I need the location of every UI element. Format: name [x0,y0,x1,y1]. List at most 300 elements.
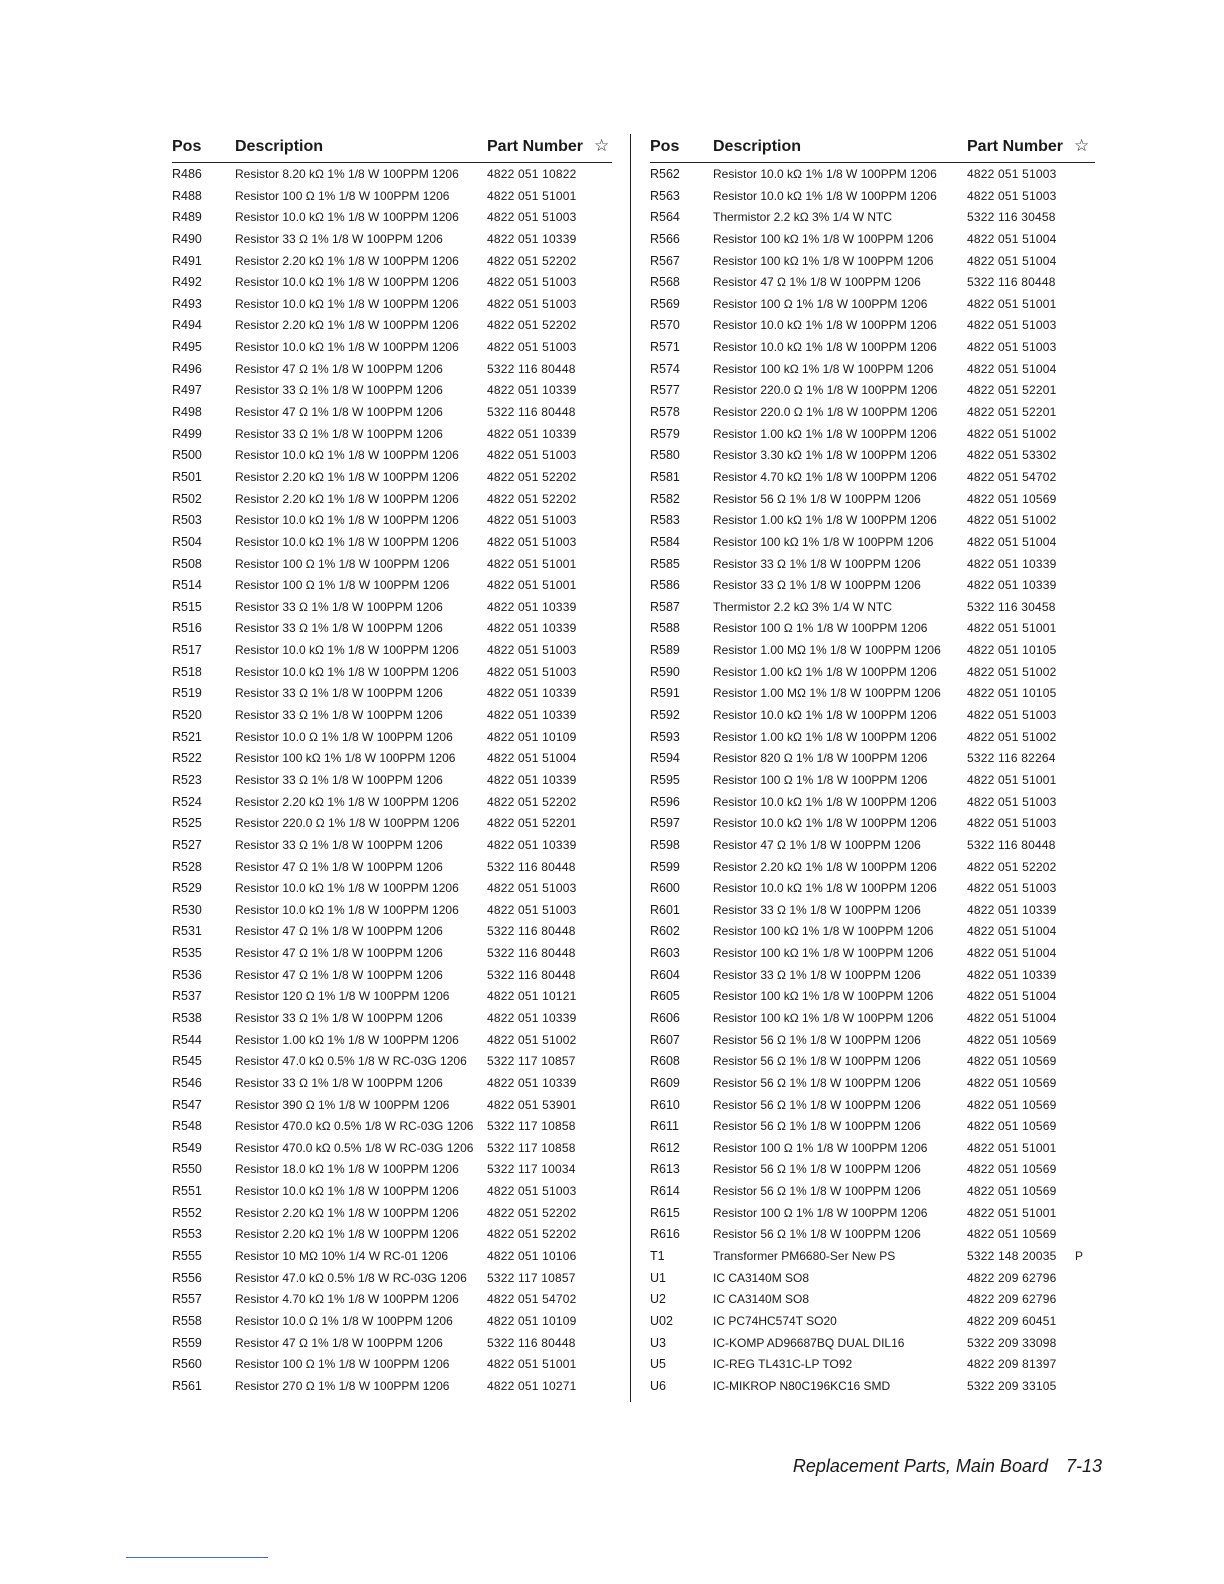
table-row [172,509,612,531]
table-row [172,1029,612,1051]
cell-description: Resistor 10.0 kΩ 1% 1/8 W 100PPM 1206 [235,513,459,528]
cell-part-number: 4822 051 51001 [967,621,1057,636]
table-row [650,856,1095,878]
table-row [172,834,612,856]
table-row [650,920,1095,942]
cell-description: Resistor 56 Ω 1% 1/8 W 100PPM 1206 [713,1119,921,1134]
cell-description: Resistor 10.0 kΩ 1% 1/8 W 100PPM 1206 [713,167,937,181]
cell-part-number: 4822 051 52202 [487,469,577,484]
cell-description: IC-KOMP AD96687BQ DUAL DIL16 [713,1335,905,1350]
table-row [172,1332,612,1354]
cell-description: Resistor 33 Ω 1% 1/8 W 100PPM 1206 [235,1075,443,1090]
table-row [650,1007,1095,1029]
cell-description: Resistor 100 Ω 1% 1/8 W 100PPM 1206 [235,578,450,593]
cell-description: Resistor 100 kΩ 1% 1/8 W 100PPM 1206 [713,534,934,549]
cell-part-number: 4822 051 54702 [487,1292,577,1307]
cell-description: Resistor 18.0 kΩ 1% 1/8 W 100PPM 1206 [235,1162,459,1177]
cell-part-number: 4822 051 51002 [487,1032,577,1047]
table-row [650,509,1095,531]
table-row [650,942,1095,964]
cell-description: Resistor 10.0 kΩ 1% 1/8 W 100PPM 1206 [713,340,937,355]
cell-description: Resistor 10.0 kΩ 1% 1/8 W 100PPM 1206 [235,1184,459,1199]
table-row [650,553,1095,575]
cell-description: Resistor 47 Ω 1% 1/8 W 100PPM 1206 [713,275,921,290]
cell-pos: R517 [172,643,202,658]
cell-part-number: 4822 051 10569 [967,1184,1057,1199]
table-row [650,877,1095,899]
cell-description: Resistor 33 Ω 1% 1/8 W 100PPM 1206 [235,426,443,441]
cell-part-number: 4822 051 10339 [487,837,577,852]
cell-pos: R496 [172,361,202,376]
cell-description: Resistor 2.20 kΩ 1% 1/8 W 100PPM 1206 [235,1205,459,1220]
cell-pos: R611 [650,1119,679,1134]
cell-pos: T1 [650,1249,665,1264]
cell-pos: R592 [650,708,680,723]
table-row [650,747,1095,769]
cell-part-number: 5322 116 80448 [487,361,576,376]
page-footer [793,1456,1102,1477]
cell-part-number: 4822 051 51003 [487,340,577,355]
cell-pos: R588 [650,621,680,636]
table-row [172,423,612,445]
table-row [172,1158,612,1180]
cell-pos: R579 [650,426,680,441]
cell-part-number: 4822 051 10339 [487,621,577,636]
cell-part-number: 4822 051 52202 [487,794,577,809]
cell-pos: R604 [650,967,680,982]
cell-part-number: 4822 051 53302 [967,448,1057,463]
cell-description: Resistor 1.00 kΩ 1% 1/8 W 100PPM 1206 [713,664,937,679]
cell-part-number: 4822 209 62796 [967,1292,1057,1307]
table-row [650,423,1095,445]
cell-pos: R559 [172,1335,202,1350]
table-row [172,401,612,423]
cell-part-number: 4822 051 10569 [967,491,1057,506]
cell-part-number: 5322 117 10034 [487,1162,576,1177]
table-row [650,1202,1095,1224]
cell-part-number: 4822 051 10339 [487,599,577,614]
cell-part-number: 5322 117 10857 [487,1270,576,1285]
cell-part-number: 4822 051 10109 [487,729,577,744]
cell-pos: R495 [172,340,202,355]
table-row [172,1288,612,1310]
cell-part-number: 5322 209 33098 [967,1335,1057,1350]
cell-pos: R558 [172,1313,202,1328]
table-row [650,1267,1095,1289]
table-row [650,163,1095,185]
table-row [650,185,1095,207]
cell-part-number: 4822 051 10339 [967,578,1057,593]
table-row [650,769,1095,791]
cell-description: Resistor 10 MΩ 10% 1/4 W RC-01 1206 [235,1249,449,1264]
cell-part-number: 4822 051 10339 [967,902,1057,917]
table-row [650,899,1095,921]
cell-description: Resistor 10.0 kΩ 1% 1/8 W 100PPM 1206 [235,275,459,290]
cell-description: Resistor 10.0 kΩ 1% 1/8 W 100PPM 1206 [713,708,937,723]
cell-pos: R602 [650,924,680,939]
cell-part-number: 4822 051 10569 [967,1075,1057,1090]
cell-description: Resistor 1.00 kΩ 1% 1/8 W 100PPM 1206 [713,426,937,441]
table-row [650,466,1095,488]
cell-part-number: 4822 051 10339 [487,708,577,723]
cell-pos: R557 [172,1292,202,1307]
table-row [172,1267,612,1289]
table-row [172,553,612,575]
cell-pos: R595 [650,772,680,787]
cell-pos: R578 [650,405,680,420]
table-row [650,336,1095,358]
cell-part-number: 4822 051 10339 [487,686,577,701]
table-row [650,596,1095,618]
cell-description: Resistor 56 Ω 1% 1/8 W 100PPM 1206 [713,1184,921,1199]
cell-flag: P [1075,1249,1084,1264]
cell-pos: R563 [650,188,680,203]
table-row [650,1245,1095,1267]
table-row [650,812,1095,834]
cell-pos: R536 [172,967,202,982]
cell-pos: R593 [650,729,680,744]
cell-part-number: 4822 051 10339 [967,967,1057,982]
cell-part-number: 4822 051 51003 [487,275,577,290]
cell-pos: R549 [172,1140,202,1155]
table-row [172,920,612,942]
cell-pos: R614 [650,1184,680,1199]
table-row [172,531,612,553]
cell-part-number: 4822 051 51004 [967,534,1057,549]
cell-part-number: 4822 051 52202 [487,1227,577,1242]
cell-part-number: 5322 116 80448 [487,924,576,939]
cell-part-number: 5322 117 10858 [487,1119,576,1134]
cell-description: Resistor 33 Ω 1% 1/8 W 100PPM 1206 [235,686,443,701]
cell-description: Resistor 56 Ω 1% 1/8 W 100PPM 1206 [713,1097,921,1112]
cell-description: Resistor 47 Ω 1% 1/8 W 100PPM 1206 [235,946,443,961]
table-row [172,1050,612,1072]
cell-part-number: 4822 051 51004 [967,946,1057,961]
table-row [172,1353,612,1375]
cell-description: Resistor 47 Ω 1% 1/8 W 100PPM 1206 [235,859,443,874]
cell-part-number: 4822 051 51003 [487,448,577,463]
cell-description: Resistor 8.20 kΩ 1% 1/8 W 100PPM 1206 [235,167,459,181]
cell-part-number: 4822 051 51004 [967,1010,1057,1025]
cell-description: Resistor 10.0 Ω 1% 1/8 W 100PPM 1206 [235,729,453,744]
cell-pos: R591 [650,686,680,701]
table-row [172,596,612,618]
table-row [650,293,1095,315]
table-row [172,964,612,986]
cell-description: Resistor 10.0 kΩ 1% 1/8 W 100PPM 1206 [235,643,459,658]
table-row [172,617,612,639]
table-row [172,574,612,596]
cell-description: Resistor 3.30 kΩ 1% 1/8 W 100PPM 1206 [713,448,937,463]
cell-pos: R581 [650,469,680,484]
cell-description: Resistor 1.00 MΩ 1% 1/8 W 100PPM 1206 [713,686,941,701]
cell-part-number: 4822 209 60451 [967,1313,1057,1328]
cell-pos: R615 [650,1205,680,1220]
table-row [650,704,1095,726]
cell-part-number: 4822 051 10109 [487,1313,577,1328]
cell-description: Resistor 220.0 Ω 1% 1/8 W 100PPM 1206 [713,383,938,398]
cell-pos: R522 [172,751,202,766]
table-row [172,1245,612,1267]
cell-pos: R609 [650,1075,680,1090]
cell-part-number: 4822 051 51003 [487,210,577,225]
table-row [172,1375,612,1397]
cell-pos: U2 [650,1292,666,1307]
table-row [172,358,612,380]
cell-description: Resistor 2.20 kΩ 1% 1/8 W 100PPM 1206 [235,318,459,333]
cell-part-number: 5322 116 30458 [967,599,1056,614]
footer-title: Replacement Parts, Main Board [792,1456,1048,1476]
cell-pos: R508 [172,556,202,571]
cell-part-number: 5322 116 80448 [487,967,576,982]
cell-description: Resistor 10.0 kΩ 1% 1/8 W 100PPM 1206 [235,210,459,225]
cell-description: Resistor 56 Ω 1% 1/8 W 100PPM 1206 [713,1075,921,1090]
cell-pos: R577 [650,383,680,398]
cell-pos: U3 [650,1335,666,1350]
cell-description: Resistor 47 Ω 1% 1/8 W 100PPM 1206 [235,405,443,420]
cell-part-number: 5322 117 10858 [487,1140,576,1155]
cell-pos: R571 [650,340,680,355]
table-row [650,1332,1095,1354]
cell-description: Resistor 470.0 kΩ 0.5% 1/8 W RC-03G 1206 [235,1140,474,1155]
star-icon: ☆ [594,136,610,155]
cell-part-number: 4822 051 10106 [487,1249,577,1264]
cell-part-number: 4822 051 51003 [487,643,577,658]
cell-pos: R501 [172,469,202,484]
cell-description: IC CA3140M SO8 [713,1292,810,1307]
cell-pos: R520 [172,708,202,723]
table-row [650,358,1095,380]
cell-part-number: 4822 051 51002 [967,729,1057,744]
cell-pos: R605 [650,989,680,1004]
cell-description: Resistor 10.0 Ω 1% 1/8 W 100PPM 1206 [235,1313,453,1328]
cell-part-number: 4822 051 52202 [487,318,577,333]
cell-description: Resistor 2.20 kΩ 1% 1/8 W 100PPM 1206 [235,491,459,506]
cell-description: Resistor 2.20 kΩ 1% 1/8 W 100PPM 1206 [235,1227,459,1242]
cell-pos: R582 [650,491,680,506]
cell-pos: R547 [172,1097,202,1112]
table-row [650,1310,1095,1332]
cell-description: Resistor 33 Ω 1% 1/8 W 100PPM 1206 [235,708,443,723]
cell-part-number: 4822 051 10339 [487,426,577,441]
cell-part-number: 4822 051 10339 [487,231,577,246]
table-header [650,136,1095,163]
cell-description: Resistor 1.00 kΩ 1% 1/8 W 100PPM 1206 [713,513,937,528]
cell-pos: R489 [172,210,202,225]
cell-description: Resistor 33 Ω 1% 1/8 W 100PPM 1206 [235,1010,443,1025]
cell-part-number: 4822 051 51003 [967,340,1057,355]
cell-description: Resistor 820 Ω 1% 1/8 W 100PPM 1206 [713,751,928,766]
cell-description: Resistor 33 Ω 1% 1/8 W 100PPM 1206 [713,556,921,571]
cell-part-number: 4822 051 51001 [967,772,1057,787]
cell-part-number: 4822 051 51002 [967,664,1057,679]
cell-pos: R538 [172,1010,202,1025]
cell-description: Resistor 390 Ω 1% 1/8 W 100PPM 1206 [235,1097,450,1112]
cell-part-number: 4822 209 62796 [967,1270,1057,1285]
cell-pos: R610 [650,1097,680,1112]
table-row [172,877,612,899]
cell-part-number: 4822 051 51001 [487,556,577,571]
cell-part-number: 4822 051 10569 [967,1097,1057,1112]
cell-part-number: 4822 051 10121 [487,989,577,1004]
cell-description: Resistor 10.0 kΩ 1% 1/8 W 100PPM 1206 [235,448,459,463]
cell-description: Resistor 56 Ω 1% 1/8 W 100PPM 1206 [713,1227,921,1242]
table-row [172,639,612,661]
cell-description: Resistor 10.0 kΩ 1% 1/8 W 100PPM 1206 [713,794,937,809]
table-row [650,1029,1095,1051]
cell-pos: R530 [172,902,202,917]
cell-pos: U5 [650,1357,666,1372]
cell-part-number: 4822 051 51001 [967,1140,1057,1155]
cell-description: Resistor 56 Ω 1% 1/8 W 100PPM 1206 [713,1054,921,1069]
table-row [650,617,1095,639]
cell-description: Resistor 100 kΩ 1% 1/8 W 100PPM 1206 [235,751,456,766]
cell-part-number: 5322 116 80448 [487,859,576,874]
cell-part-number: 4822 051 10105 [967,686,1057,701]
cell-part-number: 4822 051 51003 [487,664,577,679]
cell-part-number: 4822 051 51001 [967,1205,1057,1220]
table-row [172,271,612,293]
cell-part-number: 5322 116 80448 [487,1335,576,1350]
cell-part-number: 4822 051 52202 [487,1205,577,1220]
table-row [650,661,1095,683]
table-row [650,791,1095,813]
cell-pos: R499 [172,426,202,441]
cell-description: Resistor 100 Ω 1% 1/8 W 100PPM 1206 [713,621,928,636]
cell-part-number: 4822 051 51003 [487,296,577,311]
table-row [172,682,612,704]
cell-description: Resistor 10.0 kΩ 1% 1/8 W 100PPM 1206 [235,664,459,679]
cell-pos: R560 [172,1357,202,1372]
cell-description: Resistor 2.20 kΩ 1% 1/8 W 100PPM 1206 [235,253,459,268]
table-row [172,812,612,834]
table-row [172,466,612,488]
cell-description: IC-MIKROP N80C196KC16 SMD [713,1378,891,1393]
cell-description: Resistor 47.0 kΩ 0.5% 1/8 W RC-03G 1206 [235,1270,467,1285]
cell-pos: R597 [650,816,680,831]
cell-pos: R612 [650,1140,680,1155]
cell-description: Resistor 2.20 kΩ 1% 1/8 W 100PPM 1206 [713,859,937,874]
cell-pos: R497 [172,383,202,398]
cell-pos: R580 [650,448,680,463]
column-divider [630,134,631,1402]
cell-pos: R551 [172,1184,202,1199]
cell-description: Resistor 56 Ω 1% 1/8 W 100PPM 1206 [713,1162,921,1177]
table-row [172,1180,612,1202]
cell-part-number: 4822 051 51003 [967,794,1057,809]
cell-pos: R583 [650,513,680,528]
table-body [650,163,1095,1397]
cell-description: Resistor 10.0 kΩ 1% 1/8 W 100PPM 1206 [235,534,459,549]
cell-description: Resistor 33 Ω 1% 1/8 W 100PPM 1206 [235,621,443,636]
cell-description: Resistor 10.0 kΩ 1% 1/8 W 100PPM 1206 [235,902,459,917]
table-row [172,1094,612,1116]
cell-pos: R525 [172,816,202,831]
cell-pos: R589 [650,643,680,658]
table-row [172,1007,612,1029]
cell-pos: R535 [172,946,202,961]
cell-description: Resistor 120 Ω 1% 1/8 W 100PPM 1206 [235,989,450,1004]
table-row [650,1223,1095,1245]
cell-description: Resistor 4.70 kΩ 1% 1/8 W 100PPM 1206 [713,469,937,484]
cell-part-number: 4822 051 51003 [967,188,1057,203]
cell-description: Resistor 100 kΩ 1% 1/8 W 100PPM 1206 [713,1010,934,1025]
cell-pos: R518 [172,664,202,679]
cell-pos: R584 [650,534,680,549]
cell-description: Resistor 56 Ω 1% 1/8 W 100PPM 1206 [713,491,921,506]
cell-description: Resistor 100 Ω 1% 1/8 W 100PPM 1206 [713,1205,928,1220]
table-row [650,250,1095,272]
table-row [650,228,1095,250]
table-row [650,271,1095,293]
cell-description: Resistor 33 Ω 1% 1/8 W 100PPM 1206 [235,383,443,398]
cell-pos: R569 [650,296,680,311]
cell-part-number: 4822 051 10569 [967,1054,1057,1069]
table-row [650,1137,1095,1159]
cell-description: Resistor 100 kΩ 1% 1/8 W 100PPM 1206 [713,924,934,939]
table-row [172,185,612,207]
table-row [172,379,612,401]
cell-part-number: 5322 116 80448 [487,405,576,420]
cell-pos: R596 [650,794,680,809]
table-row [172,856,612,878]
cell-description: IC PC74HC574T SO20 [713,1313,837,1328]
cell-part-number: 5322 116 80448 [487,946,576,961]
cell-pos: R562 [650,167,680,181]
cell-description: Resistor 100 Ω 1% 1/8 W 100PPM 1206 [713,772,928,787]
cell-description: Resistor 33 Ω 1% 1/8 W 100PPM 1206 [713,902,921,917]
table-row [172,206,612,228]
cell-description: Resistor 100 Ω 1% 1/8 W 100PPM 1206 [713,296,928,311]
cell-pos: R599 [650,859,680,874]
table-row [650,444,1095,466]
cell-description: Resistor 1.00 kΩ 1% 1/8 W 100PPM 1206 [713,729,937,744]
cell-part-number: 4822 051 10569 [967,1227,1057,1242]
cell-pos: R574 [650,361,680,376]
cell-pos: R502 [172,491,202,506]
table-row [650,1115,1095,1137]
table-row [650,834,1095,856]
cell-pos: R567 [650,253,680,268]
cell-part-number: 5322 148 20035 [967,1249,1057,1264]
cell-pos: R527 [172,837,202,852]
cell-description: Resistor 220.0 Ω 1% 1/8 W 100PPM 1206 [713,405,938,420]
table-body [172,163,612,1397]
cell-pos: R514 [172,578,202,593]
cell-pos: R594 [650,751,680,766]
header-pos: Pos [650,138,680,155]
cell-part-number: 4822 051 51003 [967,167,1057,181]
cell-description: Resistor 100 kΩ 1% 1/8 W 100PPM 1206 [713,361,934,376]
cell-pos: R491 [172,253,202,268]
table-row [650,206,1095,228]
cell-pos: R606 [650,1010,680,1025]
page-number: 7-13 [1065,1456,1102,1476]
table-row [172,704,612,726]
cell-description: Resistor 2.20 kΩ 1% 1/8 W 100PPM 1206 [235,469,459,484]
cell-description: Resistor 47 Ω 1% 1/8 W 100PPM 1206 [713,837,921,852]
table-row [650,1094,1095,1116]
cell-description: Resistor 47.0 kΩ 0.5% 1/8 W RC-03G 1206 [235,1054,467,1069]
header-description: Description [713,138,802,155]
cell-pos: R523 [172,772,202,787]
table-row [650,1158,1095,1180]
cell-description: IC CA3140M SO8 [713,1270,810,1285]
cell-part-number: 4822 051 51004 [967,924,1057,939]
table-row [650,964,1095,986]
cell-pos: R598 [650,837,680,852]
table-row [172,1137,612,1159]
